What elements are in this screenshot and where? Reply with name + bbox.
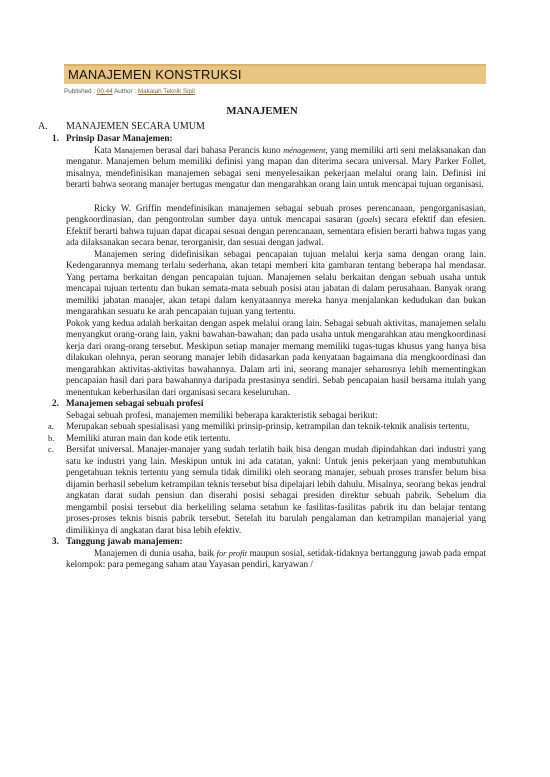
- list-item-c-label: c.: [48, 445, 54, 454]
- p2-text-a: Ricky W. Griffin mendefinisikan manajemen sebagai sebuah proses perencanaan, pengorganisasian, pengkoordinasian, dan pengontrolan sumber daya untuk mencapai sasaran (: [66, 202, 486, 224]
- subsection-2-title: Manajemen sebagai sebuah profesi: [66, 398, 204, 408]
- p1-text-a: Kata: [94, 144, 114, 155]
- published-label: Published :: [64, 88, 97, 95]
- section-a-label: A.: [38, 120, 48, 132]
- subsection-1-heading: [52, 133, 486, 145]
- spacer: [38, 191, 486, 203]
- p1-term: Manajemen: [113, 145, 154, 155]
- subsection-1-label: 1.: [52, 133, 59, 143]
- post-header: [64, 64, 486, 95]
- p5-term-italic: for profit: [216, 548, 248, 558]
- paragraph-2: [66, 203, 486, 249]
- paragraph-3: Manajemen sering didefinisikan sebagai pencapaian tujuan melalui kerja sama dengan orang lain. Kedengarannya memang terlalu sederhana, akan tetapi memberi kita gambaran tentang beberapa hal mendasar. Yang pertama berkaitan dengan pencapaian tujuan. Manajemen selalu berkaitan dengan sebuah usaha untuk mencapai tujuan tertentu dan bukan semata-mata sebuah posisi atau jabatan di dalam perusahaan. Banyak orang memiliki jabatan manajer, akan tetapi dalam kenyataannya mereka hanya menjalankan kedudukan dan bukan mengarahkan sesuatu ke arah pencapaian tujuan yang tertentu.: [66, 248, 486, 316]
- list-item-c: [48, 444, 486, 536]
- section-a-heading: [38, 121, 486, 133]
- list-item-a: [48, 421, 486, 433]
- author-label: Author :: [112, 88, 138, 95]
- article-body: [38, 106, 486, 571]
- p2-text-c: ) secara efektif dan efesien. Efektif berarti bahwa tujuan dapat dicapai sesuai dengan perencanaan, sementara efisien berarti bahwa tugas yang ada dilaksanakan secara benar, terorganisir, dan sesuai dengan jadwal.: [66, 214, 486, 247]
- list-item-b-text: Memiliki aturan main dan kode etik tertentu.: [66, 432, 231, 443]
- subsection-2-heading: [52, 398, 486, 410]
- published-time-link[interactable]: 00.44: [96, 88, 113, 95]
- paragraph-4: Pokok yang kedua adalah berkaitan dengan aspek melalui orang lain. Sebagai sebuah aktivitas, manajemen selalu menyangkut orang-orang lain, yakni bawahan-bawahan; dan pada usaha untuk mengarahkan atau mengkoordinasi kerja dari orang-orang tersebut. Meskipun setiap manajer memang memiliki tugas-tugas khusus yang hanya bisa dilakukan olehnya, peran seorang manajer lebih didasarkan pada kenyataan bagaimana dia mengkoordinasi dan mengarahkan aktivitas-aktivitas bawahannya. Dalam arti ini, seorang manajer seharusnya lebih mementingkan pencapaian hasil dari para bawahannya daripada prestasinya sendiri. Sebab pencapaian hasil bersama itulah yang menentukan keberhasilan dari organisasi secara keseluruhan.: [66, 317, 486, 397]
- list-item-b: [48, 433, 486, 445]
- subsection-2-label: 2.: [52, 398, 59, 408]
- subsection-1-title: Prinsip Dasar Manajemen:: [66, 133, 173, 143]
- p5-text-a: Manajemen di dunia usaha, baik: [94, 547, 217, 558]
- list-item-c-text: Bersifat universal. Manajer-manajer yang sudah terlatih baik bisa dengan mudah dipindahkan dari industri yang satu ke industri yang lain. Meskipun untuk ini ada catatan, yakni: Untuk jenis pekerjaan yang membutuhkan pengetahuan teknis tertentu yang semula tidak dimiliki oleh seorang manajer, sebuah proses transfer belum bisa dijamin berhasil sebelum ketrampilan teknis tersebut bisa dipelajari lebih dahulu. Misalnya, seorang bekas jendral angkatan darat sudah pensiun dan diserahi posisi sebagai presiden direktur sebuah pabrik. Sebelum dia mengambil posisi tersebut dia berkeliling selama setahun ke fasilitas-fasilitas pabrik itu dan belajar tentang proses-proses teknis bisnis pabrik tersebut. Setelah itu barulah pengalaman dan ketrampilan manajerial yang dimilikinya di angkatan darat bisa lebih efektiv.: [66, 444, 486, 535]
- list-item-a-text: Merupakan sebuah spesialisasi yang memiliki prinsip-prinsip, ketrampilan dan teknik-teknik analisis tertentu,: [66, 421, 470, 431]
- category-link[interactable]: Makalah Teknik Sipil: [137, 88, 195, 95]
- p2-term-italic: goals: [359, 215, 378, 224]
- subsection-3-label: 3.: [52, 536, 59, 546]
- p1-text-c: berasal dari bahasa Perancis kuno: [153, 144, 284, 155]
- p1-text-e: , yang memiliki arti seni melaksanakan dan mengatur. Manajemen belum memiliki definisi yang mapan dan diterima secara universal. Mary Parker Follet, misalnya, mendefinisikan manajemen sebagai seni menyelesaikan pekerjaan melalui orang lain. Definisi ini berarti bahwa seorang manajer bertugas mengatur dan mengarahkan orang lain untuk mencapai tujuan organisasi.: [66, 144, 486, 189]
- post-meta: [64, 88, 486, 95]
- paragraph-1: [66, 145, 486, 191]
- p5-text-c: maupun sosial, setidak-tidaknya bertanggung jawab pada empat kelompok: para pemegang saham atau Yayasan pendiri, karyawan /: [66, 547, 487, 569]
- subsection-2-intro: Sebagai sebuah profesi, manajemen memiliki beberapa karakteristik sebagai berikut:: [66, 409, 378, 420]
- subsection-3-heading: [52, 536, 486, 548]
- document-title: MANAJEMEN: [226, 105, 298, 117]
- p1-term-italic: ménagement: [283, 145, 326, 155]
- list-item-b-label: b.: [48, 433, 55, 443]
- list-item-a-label: a.: [48, 422, 54, 431]
- section-a-title: MANAJEMEN SECARA UMUM: [66, 120, 205, 132]
- subsection-3-title: Tanggung jawab manajemen:: [66, 536, 183, 546]
- paragraph-5: [66, 548, 486, 571]
- post-title: MANAJEMEN KONSTRUKSI: [64, 66, 486, 84]
